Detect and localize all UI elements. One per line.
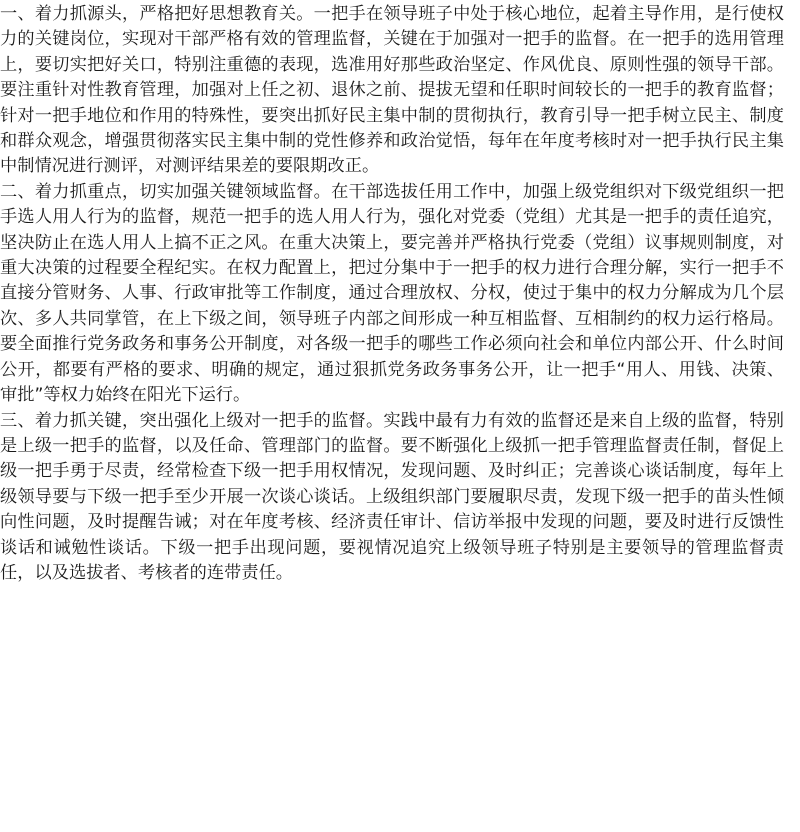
paragraph-1: 一、着力抓源头，严格把好思想教育关。一把手在领导班子中处于核心地位，起着主导作用，是行使权力的关键岗位，实现对干部严格有效的管理监督，关键在于加强对一把手的监督。在一把手的选用管理上，要切实把好关口，特别注重德的表现，选准用好那些政治坚定、作风优良、原则性强的领导干部。要注重针对性教育管理，加强对上任之初、退休之前、提拔无望和任职时间较长的一把手的教育监督；针对一把手地位和作用的特殊性，要突出抓好民主集中制的贯彻执行，教育引导一把手树立民主、制度和群众观念，增强贯彻落实民主集中制的党性修养和政治觉悟，每年在年度考核时对一把手执行民主集中制情况进行测评，对测评结果差的要限期改正。 <box>0 4 784 177</box>
paragraph-2: 二、着力抓重点，切实加强关键领域监督。在干部选拔任用工作中，加强上级党组织对下级党组织一把手选人用人行为的监督，规范一把手的选人用人行为，强化对党委（党组）尤其是一把手的责任追究，坚决防止在选人用人上搞不正之风。在重大决策上，要完善并严格执行党委（党组）议事规则制度，对重大决策的过程要全程纪实。在权力配置上，把过分集中于一把手的权力进行合理分解，实行一把手不直接分管财务、人事、行政审批等工作制度，通过合理放权、分权，使过于集中的权力分解成为几个层次、多人共同掌管，在上下级之间，领导班子内部之间形成一种互相监督、互相制约的权力运行格局。要全面推行党务政务和事务公开制度，对各级一把手的哪些工作必须向社会和单位内部公开、什么时间公开，都要有严格的要求、明确的规定，通过狠抓党务政务事务公开，让一把手“用人、用钱、决策、审批”等权力始终在阳光下运行。 <box>0 181 784 406</box>
paragraph-3: 三、着力抓关键，突出强化上级对一把手的监督。实践中最有力有效的监督还是来自上级的监督，特别是上级一把手的监督，以及任命、管理部门的监督。要不断强化上级抓一把手管理监督责任制，督促上级一把手勇于尽责，经常检查下级一把手用权情况，发现问题、及时纠正；完善谈心谈话制度，每年上级领导要与下级一把手至少开展一次谈心谈话。上级组织部门要履职尽责，发现下级一把手的苗头性倾向性问题，及时提醒告诫；对在年度考核、经济责任审计、信访举报中发现的问题，要及时进行反馈性谈话和诫勉性谈话。下级一把手出现问题，要视情况追究上级领导班子特别是主要领导的管理监督责任，以及选拔者、考核者的连带责任。 <box>0 410 784 583</box>
document-body <box>0 2 784 586</box>
